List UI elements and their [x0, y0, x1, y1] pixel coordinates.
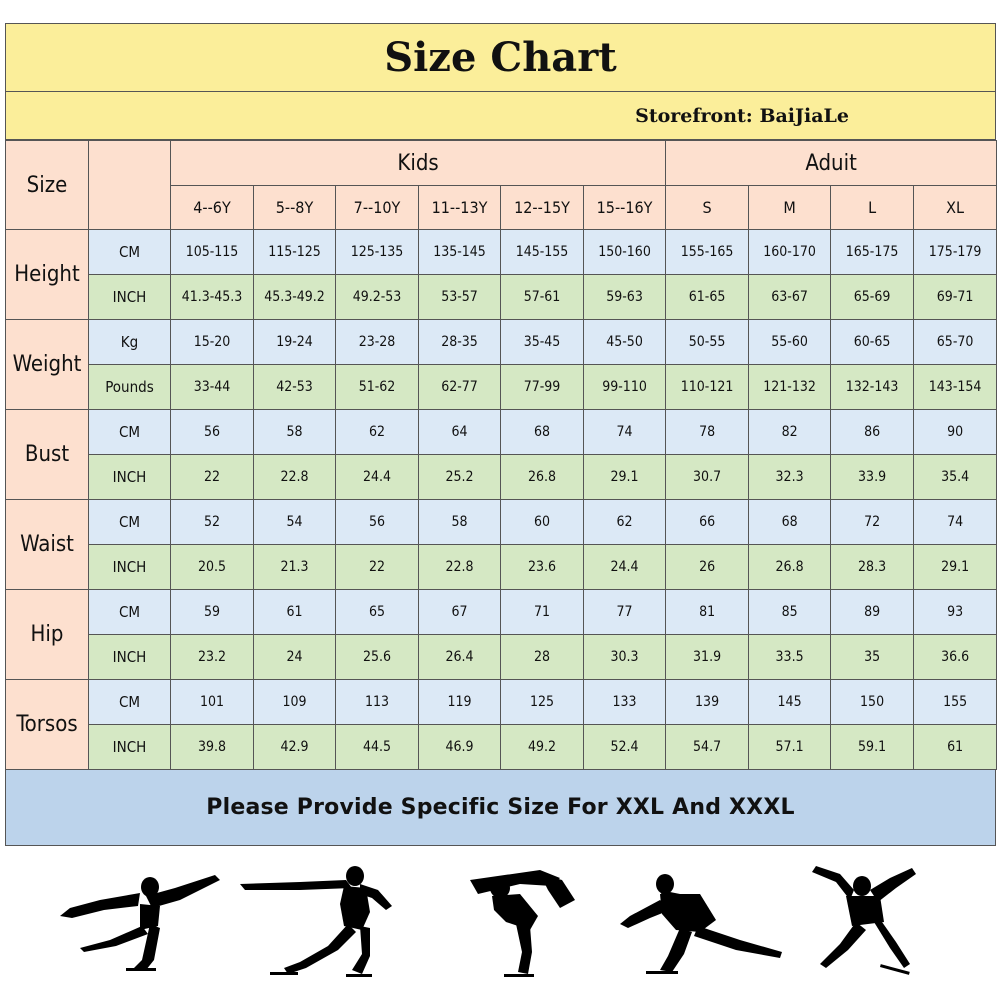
value-cell: 35.4 — [914, 455, 997, 500]
measurement-label: Height — [6, 230, 89, 320]
value-cell: 24.4 — [584, 545, 666, 590]
value-cell: 62-77 — [419, 365, 501, 410]
value-cell: 33-44 — [171, 365, 254, 410]
value-cell: 62 — [584, 500, 666, 545]
value-cell: 109 — [254, 680, 336, 725]
value-cell: 55-60 — [749, 320, 831, 365]
value-cell: 85 — [749, 590, 831, 635]
value-cell: 110-121 — [666, 365, 749, 410]
value-cell: 77 — [584, 590, 666, 635]
unit-label: Pounds — [89, 365, 171, 410]
value-cell: 28-35 — [419, 320, 501, 365]
value-cell: 62 — [336, 410, 419, 455]
value-cell: 145-155 — [501, 230, 584, 275]
value-cell: 33.9 — [831, 455, 914, 500]
value-cell: 45.3-49.2 — [254, 275, 336, 320]
value-cell: 36.6 — [914, 635, 997, 680]
value-cell: 59-63 — [584, 275, 666, 320]
value-cell: 51-62 — [336, 365, 419, 410]
value-cell: 20.5 — [171, 545, 254, 590]
size-col-header: XL — [914, 186, 997, 230]
value-cell: 39.8 — [171, 725, 254, 770]
value-cell: 119 — [419, 680, 501, 725]
size-col-header: 5--8Y — [254, 186, 336, 230]
value-cell: 58 — [254, 410, 336, 455]
size-col-header: 15--16Y — [584, 186, 666, 230]
table-row — [6, 680, 997, 725]
value-cell: 22.8 — [419, 545, 501, 590]
size-col-header: 7--10Y — [336, 186, 419, 230]
value-cell: 24.4 — [336, 455, 419, 500]
value-cell: 25.2 — [419, 455, 501, 500]
size-col-header: 12--15Y — [501, 186, 584, 230]
value-cell: 45-50 — [584, 320, 666, 365]
value-cell: 133 — [584, 680, 666, 725]
value-cell: 59 — [171, 590, 254, 635]
value-cell: 26.8 — [749, 545, 831, 590]
value-cell: 30.3 — [584, 635, 666, 680]
value-cell: 145 — [749, 680, 831, 725]
adult-header: Aduit — [666, 141, 997, 186]
value-cell: 82 — [749, 410, 831, 455]
table-row — [6, 455, 997, 500]
skater-silhouette-icon — [470, 870, 575, 977]
table-row — [6, 365, 997, 410]
unit-label: INCH — [89, 455, 171, 500]
measurement-label: Bust — [6, 410, 89, 500]
table-row — [6, 725, 997, 770]
measurement-label: Hip — [6, 590, 89, 680]
value-cell: 50-55 — [666, 320, 749, 365]
unit-label: INCH — [89, 275, 171, 320]
size-table — [5, 140, 997, 770]
value-cell: 165-175 — [831, 230, 914, 275]
size-col-header: 4--6Y — [171, 186, 254, 230]
value-cell: 44.5 — [336, 725, 419, 770]
value-cell: 86 — [831, 410, 914, 455]
value-cell: 61 — [254, 590, 336, 635]
value-cell: 57.1 — [749, 725, 831, 770]
value-cell: 22 — [336, 545, 419, 590]
table-row — [6, 635, 997, 680]
table-row — [6, 230, 997, 275]
value-cell: 35 — [831, 635, 914, 680]
unit-label: CM — [89, 500, 171, 545]
value-cell: 155 — [914, 680, 997, 725]
value-cell: 125 — [501, 680, 584, 725]
table-row — [6, 275, 997, 320]
value-cell: 53-57 — [419, 275, 501, 320]
unit-label: CM — [89, 590, 171, 635]
value-cell: 132-143 — [831, 365, 914, 410]
value-cell: 68 — [501, 410, 584, 455]
value-cell: 60 — [501, 500, 584, 545]
table-row — [6, 500, 997, 545]
value-cell: 89 — [831, 590, 914, 635]
table-row — [6, 590, 997, 635]
value-cell: 99-110 — [584, 365, 666, 410]
value-cell: 49.2-53 — [336, 275, 419, 320]
value-cell: 101 — [171, 680, 254, 725]
value-cell: 24 — [254, 635, 336, 680]
size-col-header: M — [749, 186, 831, 230]
header-group-row — [6, 141, 997, 186]
value-cell: 30.7 — [666, 455, 749, 500]
value-cell: 74 — [914, 500, 997, 545]
unit-label: CM — [89, 680, 171, 725]
value-cell: 64 — [419, 410, 501, 455]
value-cell: 54.7 — [666, 725, 749, 770]
unit-header-cell — [89, 141, 171, 230]
skater-silhouette-icon — [60, 875, 220, 971]
skater-silhouette-icon — [812, 866, 916, 975]
unit-label: CM — [89, 410, 171, 455]
value-cell: 29.1 — [584, 455, 666, 500]
value-cell: 160-170 — [749, 230, 831, 275]
value-cell: 61-65 — [666, 275, 749, 320]
value-cell: 143-154 — [914, 365, 997, 410]
value-cell: 28.3 — [831, 545, 914, 590]
value-cell: 58 — [419, 500, 501, 545]
value-cell: 67 — [419, 590, 501, 635]
size-col-header: 11--13Y — [419, 186, 501, 230]
skater-silhouette-icon — [620, 874, 782, 974]
value-cell: 57-61 — [501, 275, 584, 320]
value-cell: 56 — [171, 410, 254, 455]
title-bar — [5, 23, 996, 92]
unit-label: Kg — [89, 320, 171, 365]
value-cell: 66 — [666, 500, 749, 545]
value-cell: 26.4 — [419, 635, 501, 680]
value-cell: 65-70 — [914, 320, 997, 365]
value-cell: 63-67 — [749, 275, 831, 320]
value-cell: 105-115 — [171, 230, 254, 275]
unit-label: INCH — [89, 545, 171, 590]
table-body — [6, 141, 997, 770]
size-header-cell: Size — [6, 141, 89, 230]
value-cell: 59.1 — [831, 725, 914, 770]
value-cell: 26 — [666, 545, 749, 590]
size-col-header: S — [666, 186, 749, 230]
table-row — [6, 545, 997, 590]
value-cell: 78 — [666, 410, 749, 455]
value-cell: 61 — [914, 725, 997, 770]
size-chart — [5, 23, 996, 846]
value-cell: 60-65 — [831, 320, 914, 365]
table-row — [6, 320, 997, 365]
value-cell: 22.8 — [254, 455, 336, 500]
value-cell: 31.9 — [666, 635, 749, 680]
value-cell: 46.9 — [419, 725, 501, 770]
value-cell: 115-125 — [254, 230, 336, 275]
value-cell: 26.8 — [501, 455, 584, 500]
value-cell: 29.1 — [914, 545, 997, 590]
value-cell: 35-45 — [501, 320, 584, 365]
unit-label: INCH — [89, 635, 171, 680]
value-cell: 65 — [336, 590, 419, 635]
value-cell: 15-20 — [171, 320, 254, 365]
value-cell: 74 — [584, 410, 666, 455]
value-cell: 69-71 — [914, 275, 997, 320]
footer-note-bar — [5, 770, 996, 846]
value-cell: 90 — [914, 410, 997, 455]
value-cell: 65-69 — [831, 275, 914, 320]
value-cell: 23-28 — [336, 320, 419, 365]
value-cell: 139 — [666, 680, 749, 725]
value-cell: 28 — [501, 635, 584, 680]
storefront-bar — [5, 92, 996, 140]
figure-skater-silhouettes — [0, 860, 999, 981]
measurement-label: Weight — [6, 320, 89, 410]
value-cell: 113 — [336, 680, 419, 725]
value-cell: 175-179 — [914, 230, 997, 275]
value-cell: 33.5 — [749, 635, 831, 680]
value-cell: 25.6 — [336, 635, 419, 680]
value-cell: 21.3 — [254, 545, 336, 590]
unit-label: INCH — [89, 725, 171, 770]
value-cell: 23.2 — [171, 635, 254, 680]
value-cell: 23.6 — [501, 545, 584, 590]
value-cell: 42-53 — [254, 365, 336, 410]
kids-header: Kids — [171, 141, 666, 186]
storefront-label: Storefront: BaiJiaLe — [635, 104, 849, 127]
skater-silhouette-icon — [240, 866, 392, 977]
value-cell: 125-135 — [336, 230, 419, 275]
value-cell: 56 — [336, 500, 419, 545]
value-cell: 52.4 — [584, 725, 666, 770]
value-cell: 68 — [749, 500, 831, 545]
value-cell: 42.9 — [254, 725, 336, 770]
value-cell: 150-160 — [584, 230, 666, 275]
value-cell: 19-24 — [254, 320, 336, 365]
footer-note: Please Provide Specific Size For XXL And XXXL — [206, 795, 795, 820]
value-cell: 52 — [171, 500, 254, 545]
table-row — [6, 410, 997, 455]
value-cell: 49.2 — [501, 725, 584, 770]
value-cell: 77-99 — [501, 365, 584, 410]
value-cell: 135-145 — [419, 230, 501, 275]
value-cell: 41.3-45.3 — [171, 275, 254, 320]
value-cell: 93 — [914, 590, 997, 635]
size-col-header: L — [831, 186, 914, 230]
value-cell: 81 — [666, 590, 749, 635]
value-cell: 155-165 — [666, 230, 749, 275]
value-cell: 22 — [171, 455, 254, 500]
value-cell: 72 — [831, 500, 914, 545]
value-cell: 150 — [831, 680, 914, 725]
measurement-label: Waist — [6, 500, 89, 590]
value-cell: 32.3 — [749, 455, 831, 500]
unit-label: CM — [89, 230, 171, 275]
measurement-label: Torsos — [6, 680, 89, 770]
value-cell: 54 — [254, 500, 336, 545]
page-title: Size Chart — [384, 34, 617, 81]
value-cell: 71 — [501, 590, 584, 635]
value-cell: 121-132 — [749, 365, 831, 410]
